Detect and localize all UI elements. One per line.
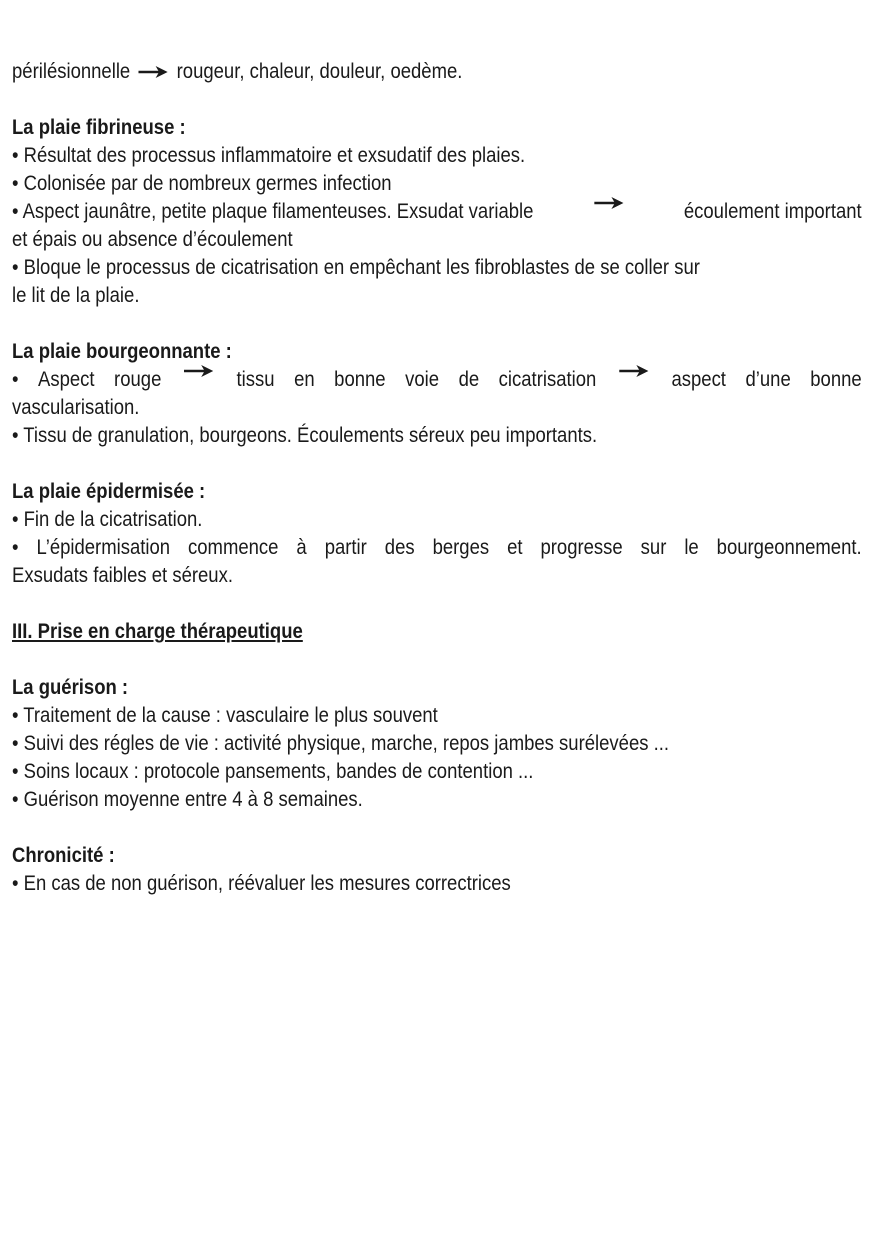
fibrineuse-bullet-3 [12,197,862,225]
word: tissu [236,367,275,391]
bourgeonnante-bullet-2: • Tissu de granulation, bourgeons. Écoulements séreux peu importants. [12,423,598,447]
chronicite-bullet-1: • En cas de non guérison, réévaluer les mesures correctrices [12,871,511,895]
heading-bourgeonnante: La plaie bourgeonnante : [12,339,232,363]
word: de [458,367,480,391]
word: le [684,535,699,559]
word: à [296,535,307,559]
section-title-prise-en-charge: III. Prise en charge thérapeutique [12,619,303,643]
epidermisee-bullet-1: • Fin de la cicatrisation. [12,507,203,531]
word: berges [432,535,490,559]
fibrineuse-bullet-4: • Bloque le processus de cicatrisation en empêchant les fibroblastes de se coller sur [12,255,700,279]
guerison-bullet-1: • Traitement de la cause : vasculaire le plus souvent [12,703,438,727]
bourgeonnante-bullet-1-cont: vascularisation. [12,395,140,419]
word: bonne [334,367,386,391]
intro-rest: rougeur, chaleur, douleur, oedème. [176,59,463,83]
fibrineuse-bullet-3-end: écoulement important [683,199,862,223]
word: rouge [114,367,162,391]
arrow-right-icon [139,66,168,78]
word: des [384,535,415,559]
word: voie [405,367,440,391]
word: progresse [540,535,623,559]
heading-epidermisee: La plaie épidermisée : [12,479,206,503]
word: bonne [810,367,862,391]
word: L’épidermisation [36,535,171,559]
fibrineuse-bullet-1: • Résultat des processus inflammatoire et exsudatif des plaies. [12,143,526,167]
epidermisee-bullet-2 [12,533,862,561]
fibrineuse-bullet-3-cont: et épais ou absence d’écoulement [12,227,293,251]
word: et [507,535,523,559]
intro-word: périlésionnelle [12,59,131,83]
heading-fibrineuse: La plaie fibrineuse : [12,115,186,139]
arrow-right-icon [184,365,213,377]
bourgeonnante-bullet-1 [12,365,862,393]
fibrineuse-bullet-2: • Colonisée par de nombreux germes infection [12,171,392,195]
arrow-right-icon [594,197,623,209]
word: commence [188,535,279,559]
fibrineuse-bullet-4-cont: le lit de la plaie. [12,283,140,307]
word: Aspect [38,367,95,391]
word: cicatrisation [498,367,597,391]
heading-guerison: La guérison : [12,675,129,699]
word: en [294,367,315,391]
intro-line [12,57,862,85]
guerison-bullet-4: • Guérison moyenne entre 4 à 8 semaines. [12,787,363,811]
fibrineuse-bullet-3-start: • Aspect jaunâtre, petite plaque filamenteuses. Exsudat variable [12,199,534,223]
guerison-bullet-3: • Soins locaux : protocole pansements, bandes de contention ... [12,759,534,783]
guerison-bullet-2: • Suivi des régles de vie : activité physique, marche, repos jambes surélevées ... [12,731,670,755]
word: d’une [745,367,791,391]
word: • [12,367,19,391]
epidermisee-bullet-2-cont: Exsudats faibles et séreux. [12,563,233,587]
arrow-right-icon [619,365,648,377]
word: aspect [671,367,726,391]
word: partir [324,535,367,559]
document-page [12,57,862,897]
word: bourgeonnement. [716,535,862,559]
heading-chronicite: Chronicité : [12,843,115,867]
word: • [12,535,19,559]
word: sur [640,535,667,559]
